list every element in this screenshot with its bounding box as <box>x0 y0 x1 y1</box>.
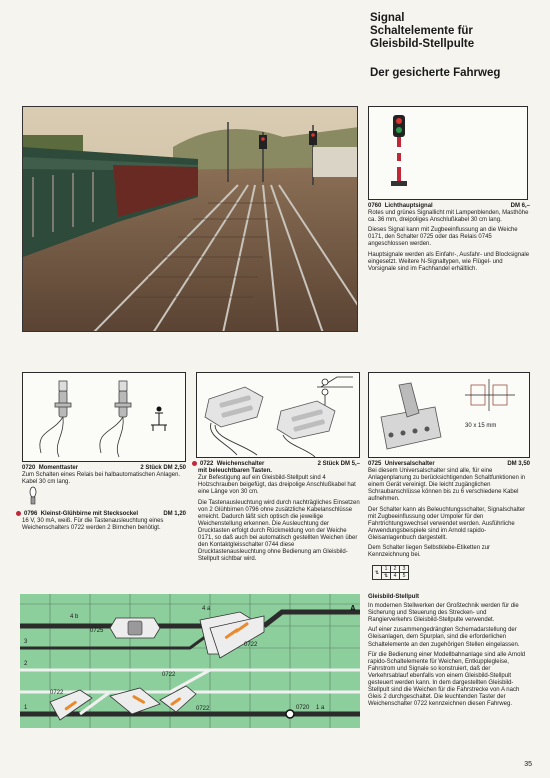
taster-name: Momenttaster <box>38 465 79 471</box>
weichenschalter-text-2: Die Tastenausleuchtung wird durch nachträgliches Einsetzen von 2 Glühbirnen 0796 ohne zusätzliche Kabelanschlüsse erreicht. Dadurch läßt sich optisch die jeweilige Weichenstellung erkennen. Die Ausleuchtung der Drucktasten erfolgt durch Rückmeldung von der Weiche 0171, so daß auch bei automatisch gestellten Weichen über den Kontaktgleisschalter 0744 diese Drucktastenausleuchtung ohne Bedienung am Gleisbild-Stellpult sichtbar wird. <box>198 499 360 563</box>
signal-text-1: Rotes und grünes Signallicht mit Lampenblenden, Masthöhe ca. 36 mm, dreipoliges Anschlußkabel 30 cm lang. <box>368 210 529 224</box>
signal-illustration <box>369 107 527 199</box>
label-1: 1 <box>24 705 28 711</box>
universal-text-3: Dem Schalter liegen Selbstklebe-Etiketten zur Kennzeichnung bei. <box>368 545 491 559</box>
birne-text: 16 V, 30 mA, weiß. Für die Tastenausleuchtung eines Weichenschalters 0722 werden 2 Birnchen benötigt. <box>22 518 164 532</box>
universal-text-2: Der Schalter kann als Beleuchtungsschalter, Signalschalter mit Zugbeeinflussung oder Umpoler für den Fahrtrichtungswechsel verwendet werden. Ausführliche Anwendungsbeispiele sind im Arnold rapido-Gleisanlagenbuch dargestellt. <box>368 506 526 541</box>
taster-caption <box>22 465 186 489</box>
weichenschalter-text-1: Zur Befestigung auf ein Gleisbild-Stellpult sind 4 Holzschrauben beigefügt, das dreipolige Anschlußkabel hat eine Länge von 30 cm. <box>198 475 356 496</box>
heading-subtitle: Der gesicherte Fahrweg <box>370 67 501 79</box>
stellpult-caption <box>368 594 530 711</box>
universal-dimension: 30 x 15 mm <box>465 423 497 429</box>
universal-code: 0725 <box>368 461 382 467</box>
bulb-icon <box>28 486 38 506</box>
taster-image-frame <box>22 372 186 462</box>
label-2: 2 <box>24 661 28 667</box>
signal-image-frame <box>368 106 528 200</box>
railway-photo-illustration <box>23 107 358 332</box>
label-4a: 4 a <box>202 606 211 612</box>
arrow-icon: ⇅ <box>373 566 382 580</box>
signal-price: DM 6,– <box>510 203 530 209</box>
weichenschalter-image-frame <box>196 372 360 458</box>
taster-price: 2 Stück DM 2,50 <box>140 465 186 471</box>
label-A: A <box>350 604 356 613</box>
label-0722-c: 0722 <box>162 672 176 678</box>
page-heading <box>370 12 540 80</box>
page-number: 35 <box>524 761 532 768</box>
table-cell: 2 <box>391 566 400 573</box>
universal-illustration <box>369 373 529 457</box>
universal-price: DM 3,50 <box>507 461 530 467</box>
taster-text: Zum Schalten eines Relais bei halbautomatischen Anlagen. Kabel 30 cm lang. <box>22 472 181 486</box>
universal-name: Universalschalter <box>384 461 435 467</box>
heading-line-3: Gleisbild-Stellpulte <box>370 38 475 50</box>
red-dot-icon <box>16 511 21 516</box>
birne-caption <box>16 511 186 535</box>
switch-symbol-icon <box>157 407 162 412</box>
table-cell: 1 <box>382 566 391 573</box>
taster-code: 0720 <box>22 465 36 471</box>
table-cell: 4 <box>391 573 400 580</box>
table-cell: 3 <box>400 566 409 573</box>
label-0720: 0720 <box>296 705 310 711</box>
birne-name: Kleinst-Glühbirne mit Stecksockel <box>40 511 139 518</box>
universal-text-1: Bei diesem Universalschalter sind alle, für eine Anlagenplanung zu berücksichtigenden Schaltfunktionen in einem Gerät vereinigt. Die leicht zugänglichen Schraubanschlüsse können bis zu 6 verschiedene Kabel aufnehmen. <box>368 468 526 503</box>
signal-code: 0760 <box>368 203 382 209</box>
weichenschalter-caption <box>192 461 360 566</box>
railway-photo <box>22 106 358 332</box>
stellpult-text-1: In modernen Stellwerken der Großtechnik werden für die Sicherung und Steuerung des Strecken- und Rangierverkehrs Gleisbild-Stellpulte verwendet. <box>368 603 519 624</box>
signal-caption <box>368 203 530 276</box>
red-dot-icon <box>192 461 197 466</box>
signal-text-3: Hauptsignale werden als Einfahr-, Ausfahr- und Blocksignale eingesetzt. Weitere N-Signaltypen, wie Flügel- und Vorsignale sind im Fachhandel erhältlich. <box>368 251 530 272</box>
stellpult-panel <box>20 594 360 728</box>
heading-line-2: Schaltelemente für <box>370 25 473 37</box>
weichenschalter-name-2: mit beleuchtbaren Tasten. <box>198 468 272 475</box>
table-cell: ⇅ <box>382 573 391 580</box>
birne-price: DM 1,20 <box>163 511 186 517</box>
weichenschalter-code: 0722 <box>200 461 214 468</box>
signal-text-2: Dieses Signal kann mit Zugbeeinflussung an die Weiche 0171, den Schalter 0725 oder das Relais 0745 angeschlossen werden. <box>368 227 518 248</box>
universal-caption <box>368 461 530 562</box>
stellpult-text-3: Für die Bedienung einer Modellbahnanlage sind alle Arnold rapido-Schaltelemente für Weichen, Entkupplegleise, Fahrstrom und Signale so konstruiert, daß der Verkehrsablauf ebenfalls von einem Gleisbild-Stellpult gesteuert werden kann. In dem dargestellten Gleisbild-Stellpult sind die Weichen für die Fahrstrecke von A nach Gleis 2 durchgeschaltet. Die leuchtenden Taster der Weichenschalter 0722 kennzeichnen diesen Fahrweg. <box>368 651 526 708</box>
track-contact-icon <box>286 710 294 718</box>
weichenschalter-name: Weichenschalter <box>216 461 265 468</box>
table-cell: 5 <box>400 573 409 580</box>
label-table <box>372 565 409 580</box>
signal-name: Lichthauptsignal <box>384 203 433 209</box>
stellpult-title: Gleisbild-Stellpult <box>368 594 420 600</box>
weichenschalter-price: 2 Stück DM 5,– <box>317 461 360 467</box>
label-1a: 1 a <box>316 705 325 711</box>
birne-code: 0796 <box>24 511 38 518</box>
label-0722-b: 0722 <box>50 690 64 696</box>
universal-image-frame <box>368 372 530 458</box>
label-0722-d: 0722 <box>196 706 210 712</box>
label-4b: 4 b <box>70 614 79 620</box>
stellpult-text-2: Auf einer zusammengedrängten Schemadarstellung der Gleisanlagen, dem Spurplan, sind die erforderlichen Schaltelemente an den zugehörigen Stellen eingelassen. <box>368 627 520 648</box>
weichenschalter-illustration <box>197 373 359 457</box>
heading-line-1: Signal <box>370 12 405 24</box>
label-0722-a: 0722 <box>244 642 258 648</box>
label-0725: 0725 <box>90 628 104 634</box>
label-3: 3 <box>24 639 28 645</box>
taster-illustration <box>23 373 185 461</box>
